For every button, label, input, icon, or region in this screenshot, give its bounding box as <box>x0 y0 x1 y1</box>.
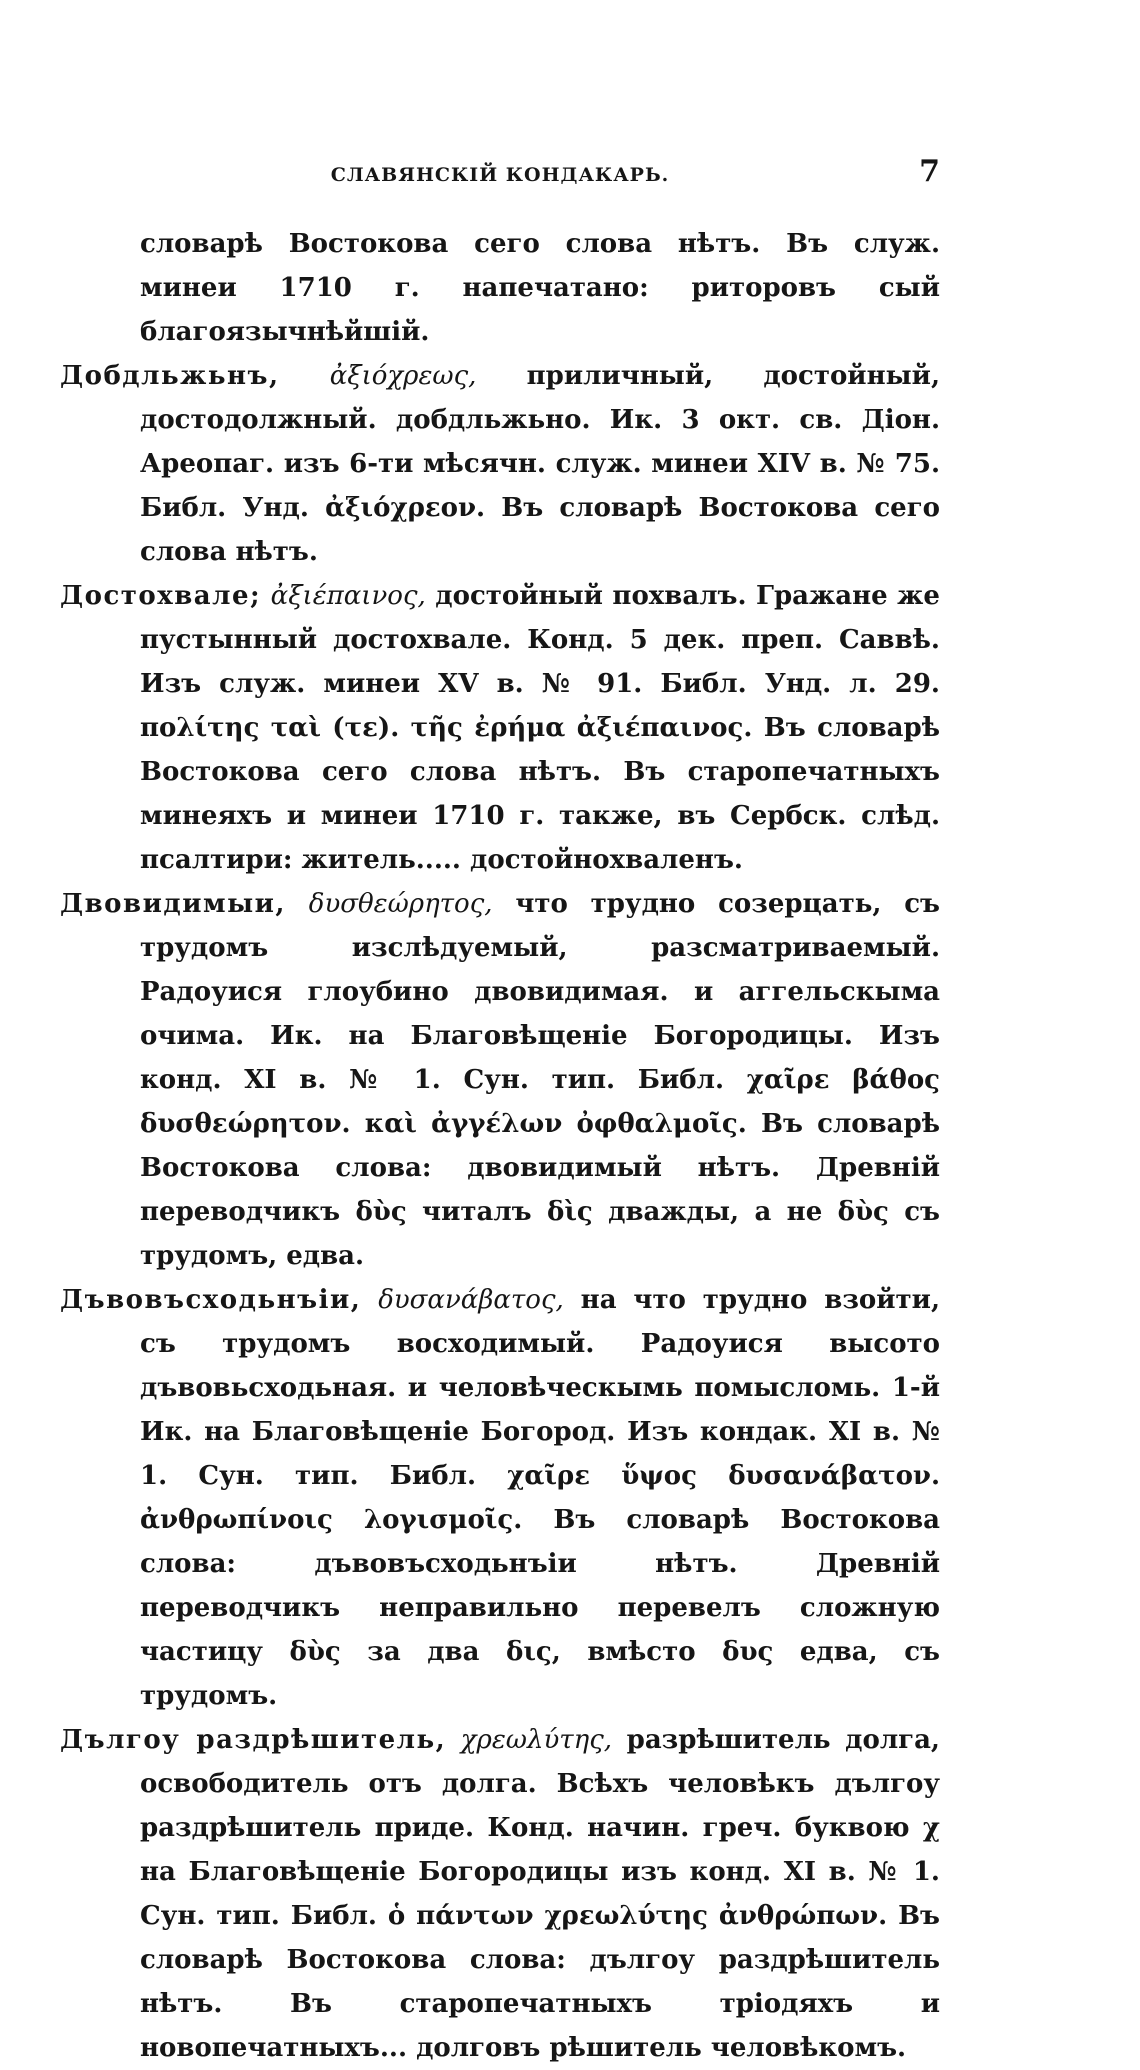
dictionary-entry <box>60 1278 940 1718</box>
page-number: 7 <box>919 154 940 189</box>
entry-text: на что трудно взойти, съ трудомъ восходимый. Радоуися высото дъвовьсходьная. и человѣческымь помысломь. 1-й Ик. на Благовѣщеніе Богород. Изъ кондак. XI в. № 1. Сун. тип. Библ. χαῖρε ὕψος δυσανάβατον. ἀνθρωπίνοις λογισμοῖς. Въ словарѣ Востокова слова: дъвовъсходьнъіи нѣтъ. Древній переводчикъ неправильно перевелъ сложную частицу δὺς за два δις, вмѣсто δυς едва, съ трудомъ. <box>140 1285 940 1711</box>
entry-headword: Достохвале; <box>60 581 262 611</box>
entry-text: разрѣшитель долга, освободитель отъ долга. Всѣхъ человѣкъ дългоу раздрѣшитель приде. Конд. начин. греч. буквою χ на Благовѣщеніе Богородицы изъ конд. XI в. № 1. Сун. тип. Библ. ὁ πάντων χρεωλύτης ἀνθρώπων. Въ словарѣ Востокова слова: дългоу раздрѣшитель нѣтъ. Въ старопечатныхъ тріодяхъ и новопечатныхъ... долговъ рѣшитель человѣкомъ. <box>140 1725 940 2063</box>
entry-text: достойный похвалъ. Гражане же пустынный достохвале. Конд. 5 дек. преп. Саввѣ. Изъ служ. минеи XV в. № 91. Библ. Унд. л. 29. πολίτης ταὶ (τε). τῆς ἐρήμα ἀξιέπαινος. Въ словарѣ Востокова сего слова нѣтъ. Въ старопечатныхъ минеяхъ и минеи 1710 г. также, въ Сербск. слѣд. псалтири: житель..... достойнохваленъ. <box>140 581 940 875</box>
entry-greek-term: δυσανάβατος, <box>378 1285 564 1315</box>
entry-greek-term: δυσθεώρητος, <box>308 889 493 919</box>
running-title: СЛАВЯНСКIЙ КОНДАКАРЬ. <box>330 164 670 186</box>
entry-greek-term: χρεωλύτης, <box>460 1725 613 1755</box>
dictionary-entry <box>60 882 940 1278</box>
dictionary-entry <box>60 354 940 574</box>
entry-headword: Дългоу раздрѣшитель, <box>60 1725 447 1755</box>
entry-headword: Дъвовъсходьнъіи, <box>60 1285 362 1315</box>
entry-text: что трудно созерцать, съ трудомъ изслѣдуемый, разсматриваемый. Радоуися глоубино двовидимая. и аггельскыма очима. Ик. на Благовѣщеніе Богородицы. Изъ конд. XI в. № 1. Сун. тип. Библ. χαῖρε βάθος δυσθεώρητον. καὶ ἀγγέλων ὀφθαλμοῖς. Въ словарѣ Востокова слова: двовидимый нѣтъ. Древній переводчикъ δὺς читалъ δὶς дважды, а не δὺς съ трудомъ, едва. <box>140 889 940 1271</box>
entry-headword: Добдльжьнъ, <box>60 361 280 391</box>
entry-text: приличный, достойный, достодолжный. добдльжьно. Ик. 3 окт. св. Діон. Ареопаг. изъ 6-ти мѣсячн. служ. минеи XIV в. № 75. Библ. Унд. ἀξιόχρεον. Въ словарѣ Востокова сего слова нѣтъ. <box>140 361 940 567</box>
page-header <box>60 150 940 200</box>
entry-greek-term: ἀξιόχρεως, <box>329 361 477 391</box>
entry-headword: Двовидимыи, <box>60 889 286 919</box>
dictionary-entry <box>60 1718 940 2070</box>
entry-text: словарѣ Востокова сего слова нѣтъ. Въ служ. минеи 1710 г. напечатано: риторовъ сый благоязычнѣйшій. <box>140 229 940 347</box>
dictionary-entry <box>60 574 940 882</box>
dictionary-entry-continuation <box>60 222 940 354</box>
entry-greek-term: ἀξιέπαινος, <box>270 581 426 611</box>
dictionary-body <box>60 222 940 2070</box>
